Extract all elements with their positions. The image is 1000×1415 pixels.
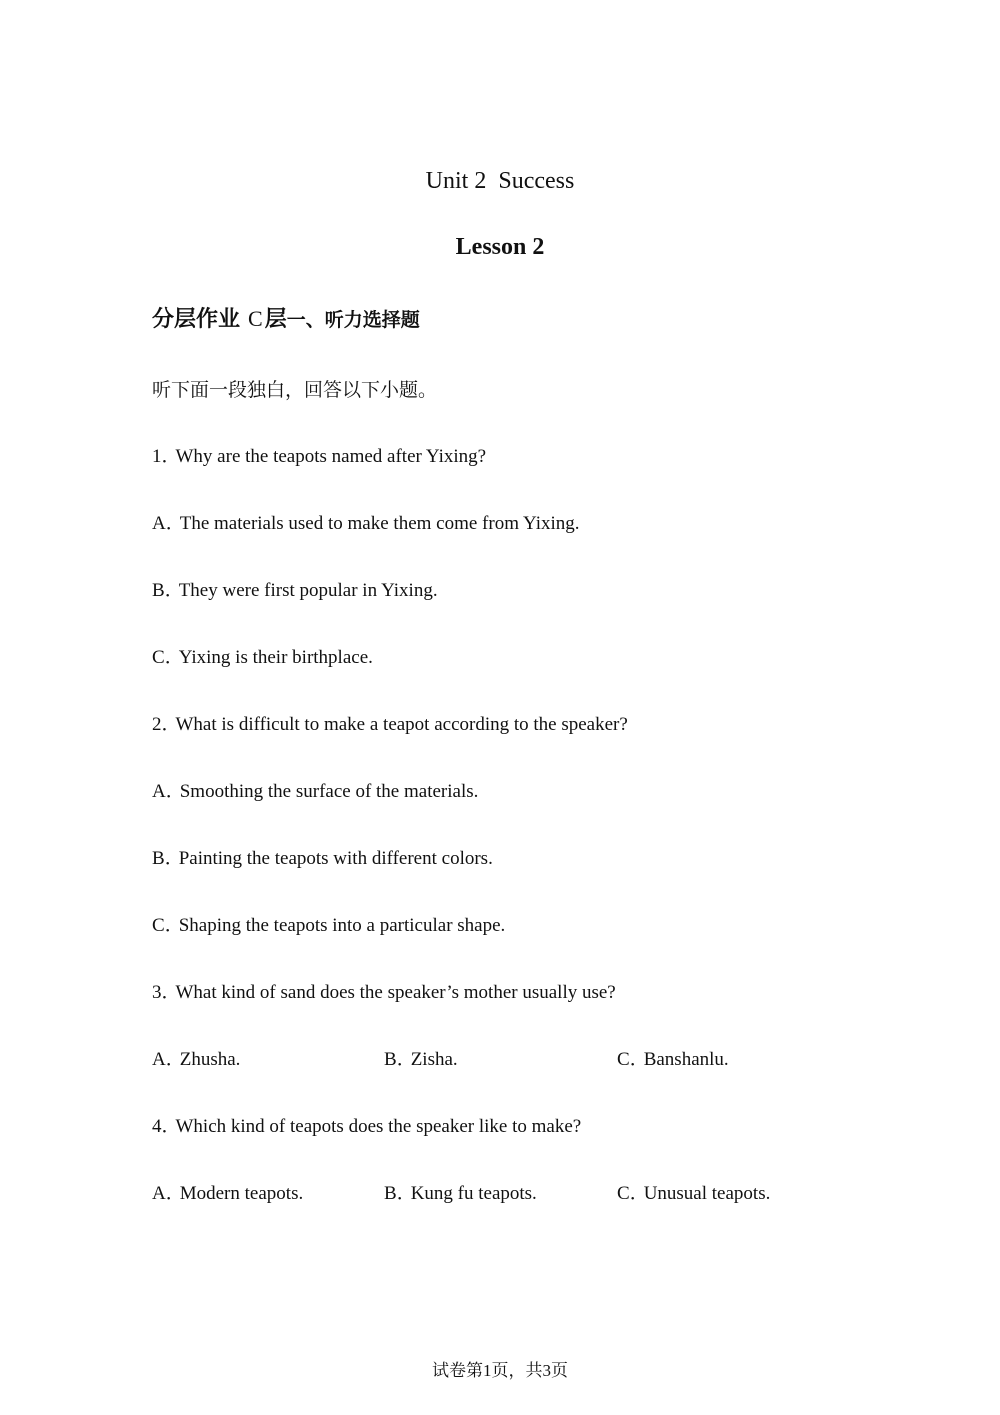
option-label: C [152,647,165,668]
separator: ． [629,1048,649,1070]
separator: ． [161,445,181,467]
option-label: A [152,781,166,802]
option-label: B [152,580,165,601]
option-text: Kung fu teapots. [410,1183,537,1204]
question-3 [152,977,616,1004]
question-number: 1 [152,446,162,467]
question-2-option-a [152,776,478,803]
option-text: Shaping the teapots into a particular shape. [178,915,506,936]
question-4-option-c [617,1178,770,1205]
separator: ． [165,512,185,534]
separator: ． [161,1115,181,1137]
option-label: A [152,1049,166,1070]
separator: ． [164,579,184,601]
section-heading-part4: 一、听力选择题 [286,309,420,331]
section-heading-part3: 层 [264,307,287,332]
separator: ． [165,1182,185,1204]
separator: ． [396,1182,416,1204]
instruction-text: 听下面一段独白，回答以下小题。 [152,379,438,401]
option-text: Unusual teapots. [643,1183,771,1204]
section-heading [152,302,420,333]
option-text: Painting the teapots with different colors. [178,848,493,869]
option-label: B [384,1183,397,1204]
question-number: 3 [152,982,162,1003]
footer-total-pages: 3 [542,1361,551,1380]
option-label: A [152,513,166,534]
option-label: C [617,1183,630,1204]
separator: ． [164,646,184,668]
option-label: B [384,1049,397,1070]
lesson-title: Lesson 2 [455,234,545,260]
question-1 [152,441,486,468]
section-heading-part1: 分层作业 [152,307,241,332]
option-text: Smoothing the surface of the materials. [179,781,479,802]
option-label: B [152,848,165,869]
footer-middle: 页，共 [491,1361,543,1381]
question-4-option-a [152,1178,303,1205]
section-heading-level: C [248,306,263,331]
question-4 [152,1111,581,1138]
option-text: The materials used to make them come from Yixing. [179,513,580,534]
footer-page-number: 1 [483,1361,492,1380]
question-2-option-c [152,910,505,937]
option-label: C [152,915,165,936]
footer-prefix: 试卷第 [432,1361,483,1381]
option-text: Zisha. [410,1049,458,1070]
question-2 [152,709,628,736]
question-number: 2 [152,714,162,735]
question-text: Which kind of teapots does the speaker like to make? [175,1116,582,1137]
separator: ． [164,847,184,869]
unit-title: Unit 2 Success [425,168,575,194]
separator: ． [164,914,184,936]
question-3-option-a [152,1044,240,1071]
question-4-option-b [384,1178,537,1205]
option-label: A [152,1183,166,1204]
separator: ． [629,1182,649,1204]
option-label: C [617,1049,630,1070]
option-text: They were first popular in Yixing. [178,580,438,601]
question-text: What kind of sand does the speaker’s mother usually use? [175,982,616,1003]
question-1-option-c [152,642,373,669]
separator: ． [396,1048,416,1070]
separator: ． [165,780,185,802]
option-text: Banshanlu. [643,1049,729,1070]
question-text: What is difficult to make a teapot according to the speaker? [175,714,628,735]
separator: ． [161,981,181,1003]
separator: ． [161,713,181,735]
option-text: Zhusha. [179,1049,241,1070]
footer-suffix: 页 [551,1361,568,1381]
option-text: Modern teapots. [179,1183,304,1204]
question-number: 4 [152,1116,162,1137]
question-text: Why are the teapots named after Yixing? [175,446,487,467]
option-text: Yixing is their birthplace. [178,647,373,668]
question-3-option-b [384,1044,458,1071]
question-2-option-b [152,843,493,870]
page-footer [0,1356,1000,1381]
question-1-option-a [152,508,580,535]
question-1-option-b [152,575,438,602]
question-3-option-c [617,1044,729,1071]
separator: ． [165,1048,185,1070]
